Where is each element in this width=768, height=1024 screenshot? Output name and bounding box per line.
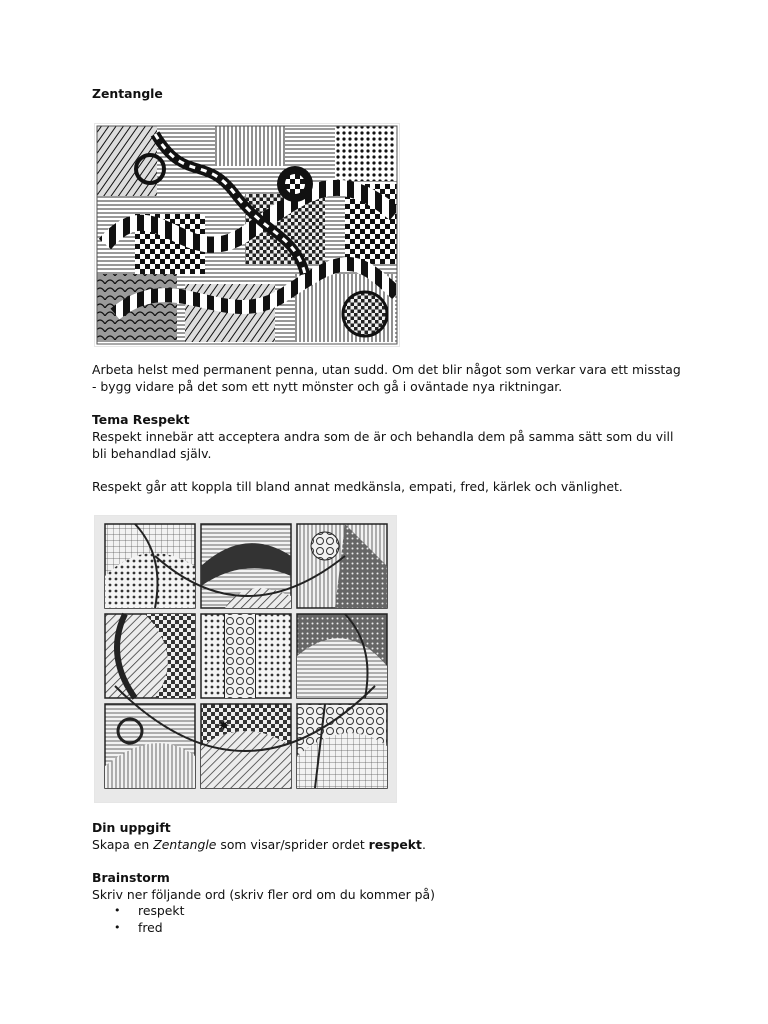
task-text-bold: respekt	[368, 837, 422, 852]
task-text-italic: Zentangle	[153, 837, 217, 852]
zentangle-artwork-image	[94, 123, 400, 347]
task-text-end: .	[421, 837, 426, 852]
task-heading: Din uppgift	[92, 820, 171, 835]
brainstorm-heading: Brainstorm	[92, 870, 170, 885]
svg-text:✷: ✷	[217, 716, 231, 735]
brainstorm-instruction: Skriv ner följande ord (skriv fler ord om du kommer på)	[92, 887, 435, 902]
theme-heading: Tema Respekt	[92, 412, 190, 427]
zentangle-grid-image	[94, 515, 397, 803]
zentangle-artwork-drawing	[95, 124, 399, 346]
list-item-text: respekt	[138, 903, 185, 918]
task-text-start: Skapa en	[92, 837, 154, 852]
task-text-middle: som visar/sprider ordet	[216, 837, 369, 852]
theme-paragraph-1: Respekt innebär att acceptera andra som de är och behandla dem på samma sätt som du vill bli behandlad själv.	[92, 429, 674, 461]
list-item	[92, 903, 492, 920]
list-item-text: fred	[138, 919, 163, 935]
document-title: Zentangle	[92, 86, 163, 101]
theme-paragraph-2: Respekt går att koppla till bland annat medkänsla, empati, fred, kärlek och vänlighet.	[92, 479, 623, 494]
list-item	[92, 920, 492, 937]
bullet-icon: •	[114, 920, 121, 934]
brainstorm-list	[92, 903, 492, 936]
intro-paragraph: Arbeta helst med permanent penna, utan sudd. Om det blir något som verkar vara ett misstag - bygg vidare på det som ett nytt mönster och gå i oväntade nya riktningar.	[92, 362, 681, 394]
zentangle-grid-drawing	[95, 516, 396, 802]
bullet-icon: •	[114, 904, 121, 917]
task-paragraph	[92, 837, 682, 854]
